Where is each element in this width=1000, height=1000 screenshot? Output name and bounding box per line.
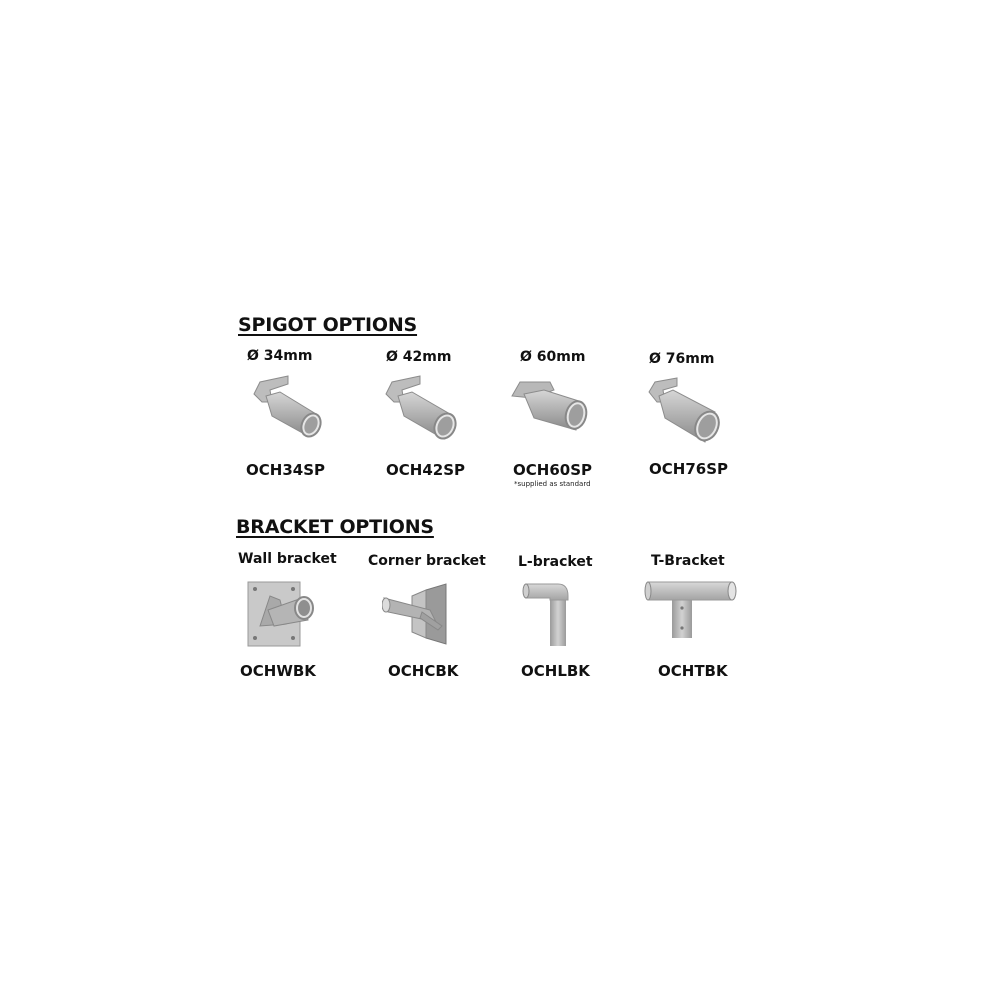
spigot-code-42: OCH42SP (386, 461, 465, 479)
bracket-code-t: OCHTBK (658, 662, 728, 680)
bracket-code-l: OCHLBK (521, 662, 590, 680)
spigot-code-34: OCH34SP (246, 461, 325, 479)
bracket-name-corner: Corner bracket (368, 553, 486, 569)
spigot-size-34: Ø 34mm (247, 348, 313, 364)
spigot-size-60: Ø 60mm (520, 349, 586, 365)
spigot-42mm-icon (382, 372, 458, 442)
spigot-code-60: OCH60SP (513, 461, 592, 479)
standard-supply-note: *supplied as standard (514, 480, 591, 488)
spigot-size-76: Ø 76mm (649, 351, 715, 367)
l-bracket-icon (522, 578, 574, 648)
spigot-code-76: OCH76SP (649, 460, 728, 478)
bracket-name-wall: Wall bracket (238, 551, 337, 567)
bracket-name-l: L-bracket (518, 554, 593, 570)
wall-bracket-icon (246, 580, 318, 650)
spigot-size-42: Ø 42mm (386, 349, 452, 365)
bracket-options-heading: BRACKET OPTIONS (236, 516, 434, 538)
bracket-code-wall: OCHWBK (240, 662, 316, 680)
spigot-76mm-icon (645, 374, 721, 446)
t-bracket-icon (644, 578, 738, 640)
spigot-60mm-icon (510, 376, 590, 436)
corner-bracket-icon (382, 582, 452, 646)
bracket-name-t: T-Bracket (651, 553, 725, 569)
spigot-options-heading: SPIGOT OPTIONS (238, 314, 418, 336)
bracket-code-corner: OCHCBK (388, 662, 459, 680)
spigot-34mm-icon (250, 372, 326, 442)
